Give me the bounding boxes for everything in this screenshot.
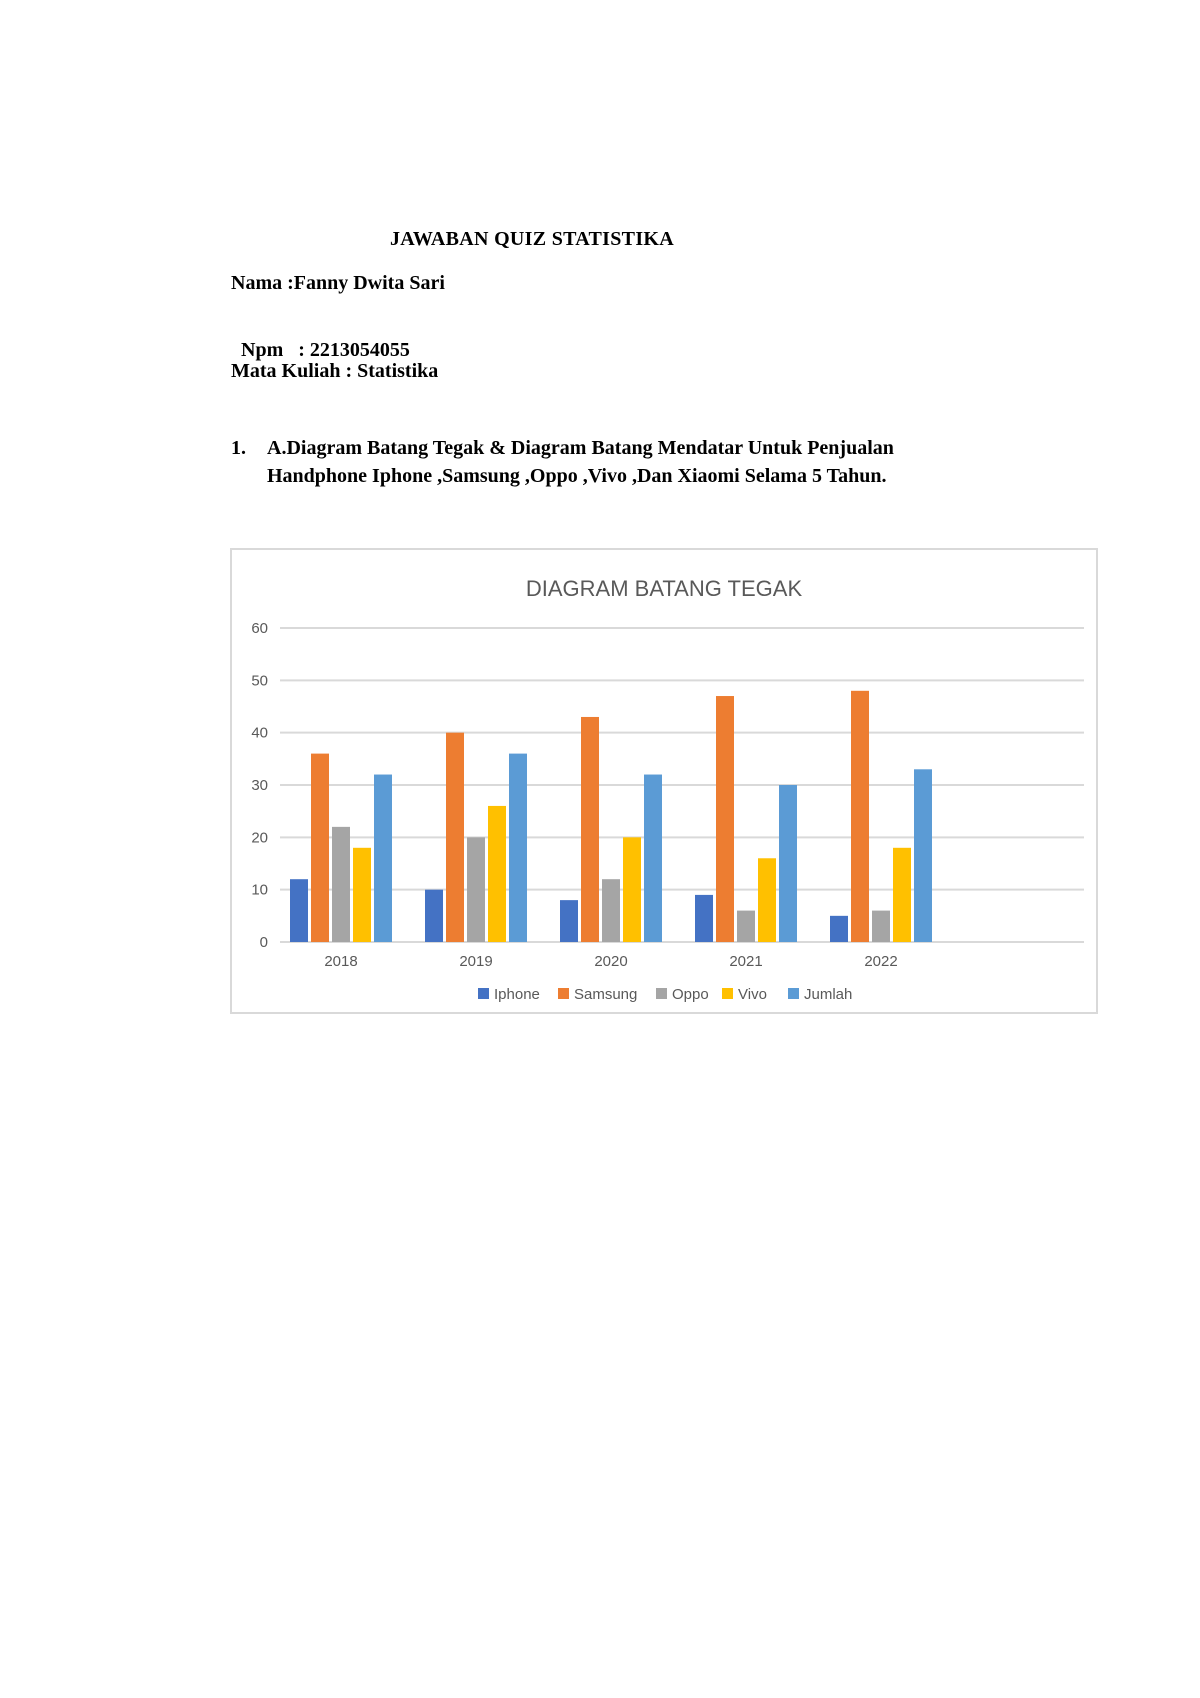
matkul-label: Mata Kuliah : [231, 360, 353, 382]
bar-samsung-2020 [581, 717, 599, 942]
question-text: A.Diagram Batang Tegak & Diagram Batang Mendatar Untuk Penjualan Handphone Iphone ,Samsung ,Oppo ,Vivo ,Dan Xiaomi Selama 5 Tahun. [267, 437, 894, 487]
matkul-line [231, 360, 438, 383]
legend-label-iphone: Iphone [494, 986, 540, 1003]
bar-chart [230, 548, 1098, 1014]
y-tick-label: 50 [251, 672, 268, 690]
x-tick-label: 2019 [459, 953, 493, 970]
bar-iphone-2020 [560, 900, 578, 942]
bar-iphone-2022 [830, 916, 848, 942]
x-tick-label: 2021 [729, 953, 763, 970]
bar-oppo-2020 [602, 879, 620, 942]
legend-label-vivo: Vivo [738, 986, 767, 1003]
bar-oppo-2022 [872, 911, 890, 942]
bar-iphone-2021 [695, 895, 713, 942]
nama-value: Fanny Dwita Sari [293, 272, 445, 294]
npm-label: Npm : [241, 339, 305, 361]
legend-label-oppo: Oppo [672, 986, 709, 1003]
legend-swatch-iphone [478, 988, 489, 999]
bar-layer [290, 691, 932, 942]
bar-jumlah-2020 [644, 775, 662, 942]
bar-jumlah-2022 [914, 769, 932, 942]
legend-swatch-samsung [558, 988, 569, 999]
y-tick-label: 40 [251, 724, 268, 742]
bar-iphone-2019 [425, 890, 443, 942]
legend [478, 986, 852, 1003]
legend-swatch-jumlah [788, 988, 799, 999]
y-tick-label: 10 [251, 881, 268, 899]
npm-line [231, 316, 410, 362]
bar-samsung-2022 [851, 691, 869, 942]
legend-swatch-vivo [722, 988, 733, 999]
bar-chart-svg [232, 550, 1096, 1012]
bar-iphone-2018 [290, 879, 308, 942]
npm-value: 2213054055 [309, 339, 410, 361]
bar-oppo-2019 [467, 837, 485, 942]
y-tick-label: 60 [251, 620, 268, 637]
bar-vivo-2021 [758, 858, 776, 942]
x-tick-label: 2018 [324, 953, 358, 970]
nama-line [231, 272, 445, 295]
legend-swatch-oppo [656, 988, 667, 999]
y-tick-label: 20 [251, 829, 268, 847]
nama-label: Nama : [231, 272, 294, 294]
question-number: 1. [231, 437, 246, 459]
chart-title: DIAGRAM BATANG TEGAK [525, 576, 803, 601]
document-title: JAWABAN QUIZ STATISTIKA [390, 228, 675, 250]
bar-jumlah-2019 [509, 754, 527, 942]
x-tick-label: 2022 [864, 953, 898, 970]
bar-samsung-2021 [716, 696, 734, 942]
bar-vivo-2019 [488, 806, 506, 942]
legend-label-samsung: Samsung [574, 986, 638, 1003]
bar-jumlah-2021 [779, 785, 797, 942]
bar-vivo-2018 [353, 848, 371, 942]
bar-samsung-2018 [311, 754, 329, 942]
y-tick-label: 30 [251, 777, 268, 794]
bar-vivo-2022 [893, 848, 911, 942]
bar-oppo-2021 [737, 911, 755, 942]
bar-samsung-2019 [446, 733, 464, 942]
matkul-value: Statistika [357, 360, 439, 382]
y-tick-label: 0 [259, 934, 268, 951]
x-tick-label: 2020 [594, 953, 628, 970]
legend-label-jumlah: Jumlah [804, 986, 853, 1003]
bar-oppo-2018 [332, 827, 350, 942]
x-axis-labels [324, 953, 897, 970]
bar-vivo-2020 [623, 837, 641, 942]
bar-jumlah-2018 [374, 775, 392, 942]
